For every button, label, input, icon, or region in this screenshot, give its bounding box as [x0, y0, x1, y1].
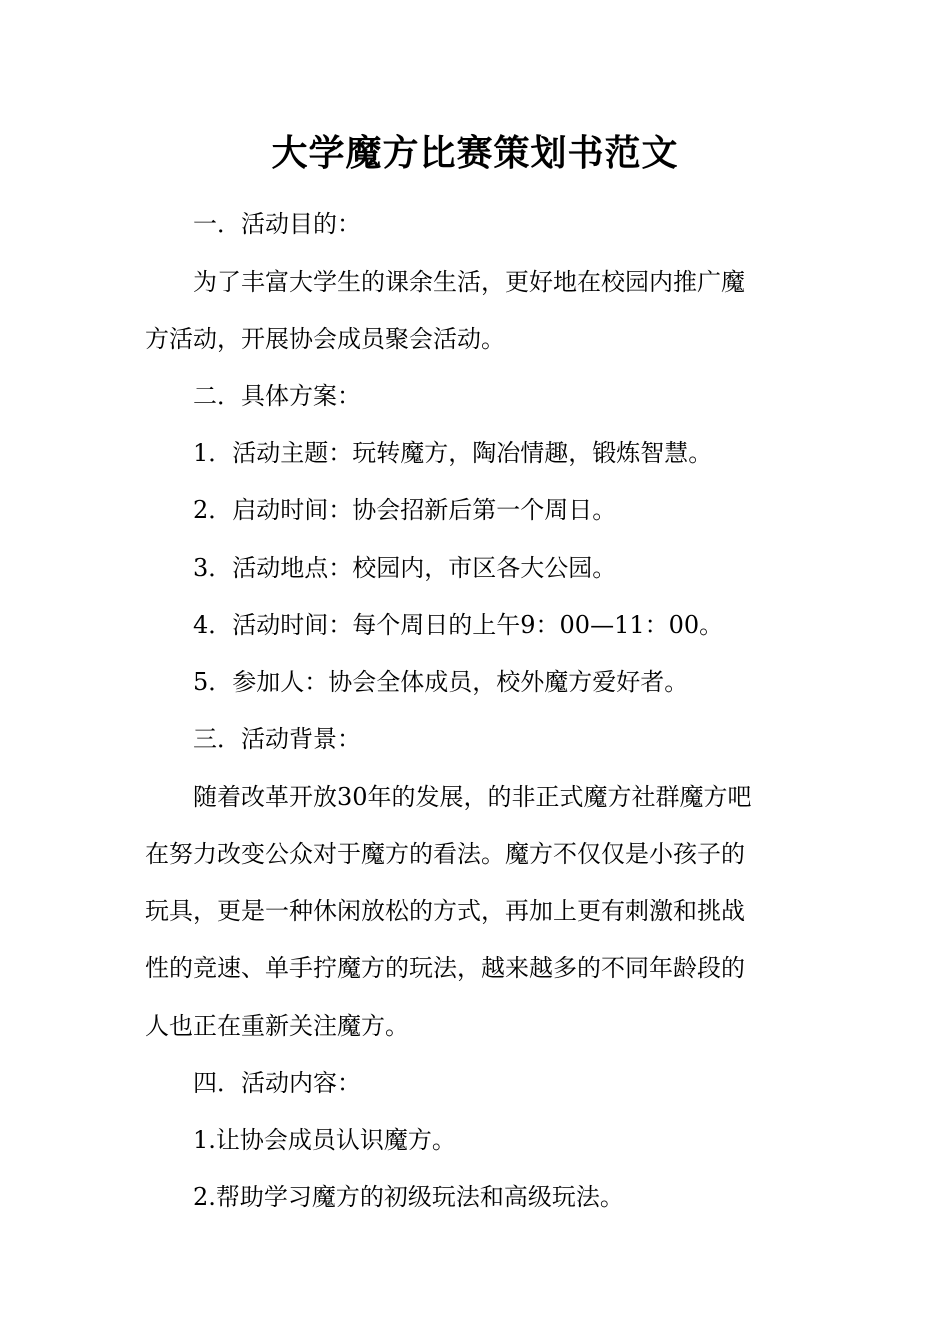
list-item: 1.让协会成员认识魔方。	[193, 1126, 456, 1154]
paragraph-line: 性的竞速、单手拧魔方的玩法，越来越多的不同年龄段的	[145, 954, 745, 982]
section-heading-content: 四．活动内容：	[193, 1069, 361, 1097]
paragraph-line: 人也正在重新关注魔方。	[145, 1012, 409, 1040]
list-item: 5．参加人：协会全体成员，校外魔方爱好者。	[193, 668, 689, 696]
paragraph-line: 玩具，更是一种休闲放松的方式，再加上更有刺激和挑战	[145, 897, 745, 925]
list-item: 2．启动时间：协会招新后第一个周日。	[193, 496, 617, 524]
section-heading-plan: 二．具体方案：	[193, 382, 361, 410]
section-heading-purpose: 一．活动目的：	[193, 210, 361, 238]
paragraph-line: 方活动，开展协会成员聚会活动。	[145, 325, 505, 353]
list-item: 3．活动地点：校园内，市区各大公园。	[193, 554, 617, 582]
list-item: 4．活动时间：每个周日的上午9：00—11：00。	[193, 611, 724, 639]
list-item: 1．活动主题：玩转魔方，陶冶情趣，锻炼智慧。	[193, 439, 713, 467]
list-item: 2.帮助学习魔方的初级玩法和高级玩法。	[193, 1183, 624, 1211]
section-heading-background: 三．活动背景：	[193, 725, 361, 753]
document-title: 大学魔方比赛策划书范文	[271, 132, 679, 174]
paragraph-line: 随着改革开放30年的发展，的非正式魔方社群魔方吧	[193, 783, 752, 811]
paragraph-line: 为了丰富大学生的课余生活，更好地在校园内推广魔	[193, 268, 745, 296]
paragraph-line: 在努力改变公众对于魔方的看法。魔方不仅仅是小孩子的	[145, 840, 745, 868]
